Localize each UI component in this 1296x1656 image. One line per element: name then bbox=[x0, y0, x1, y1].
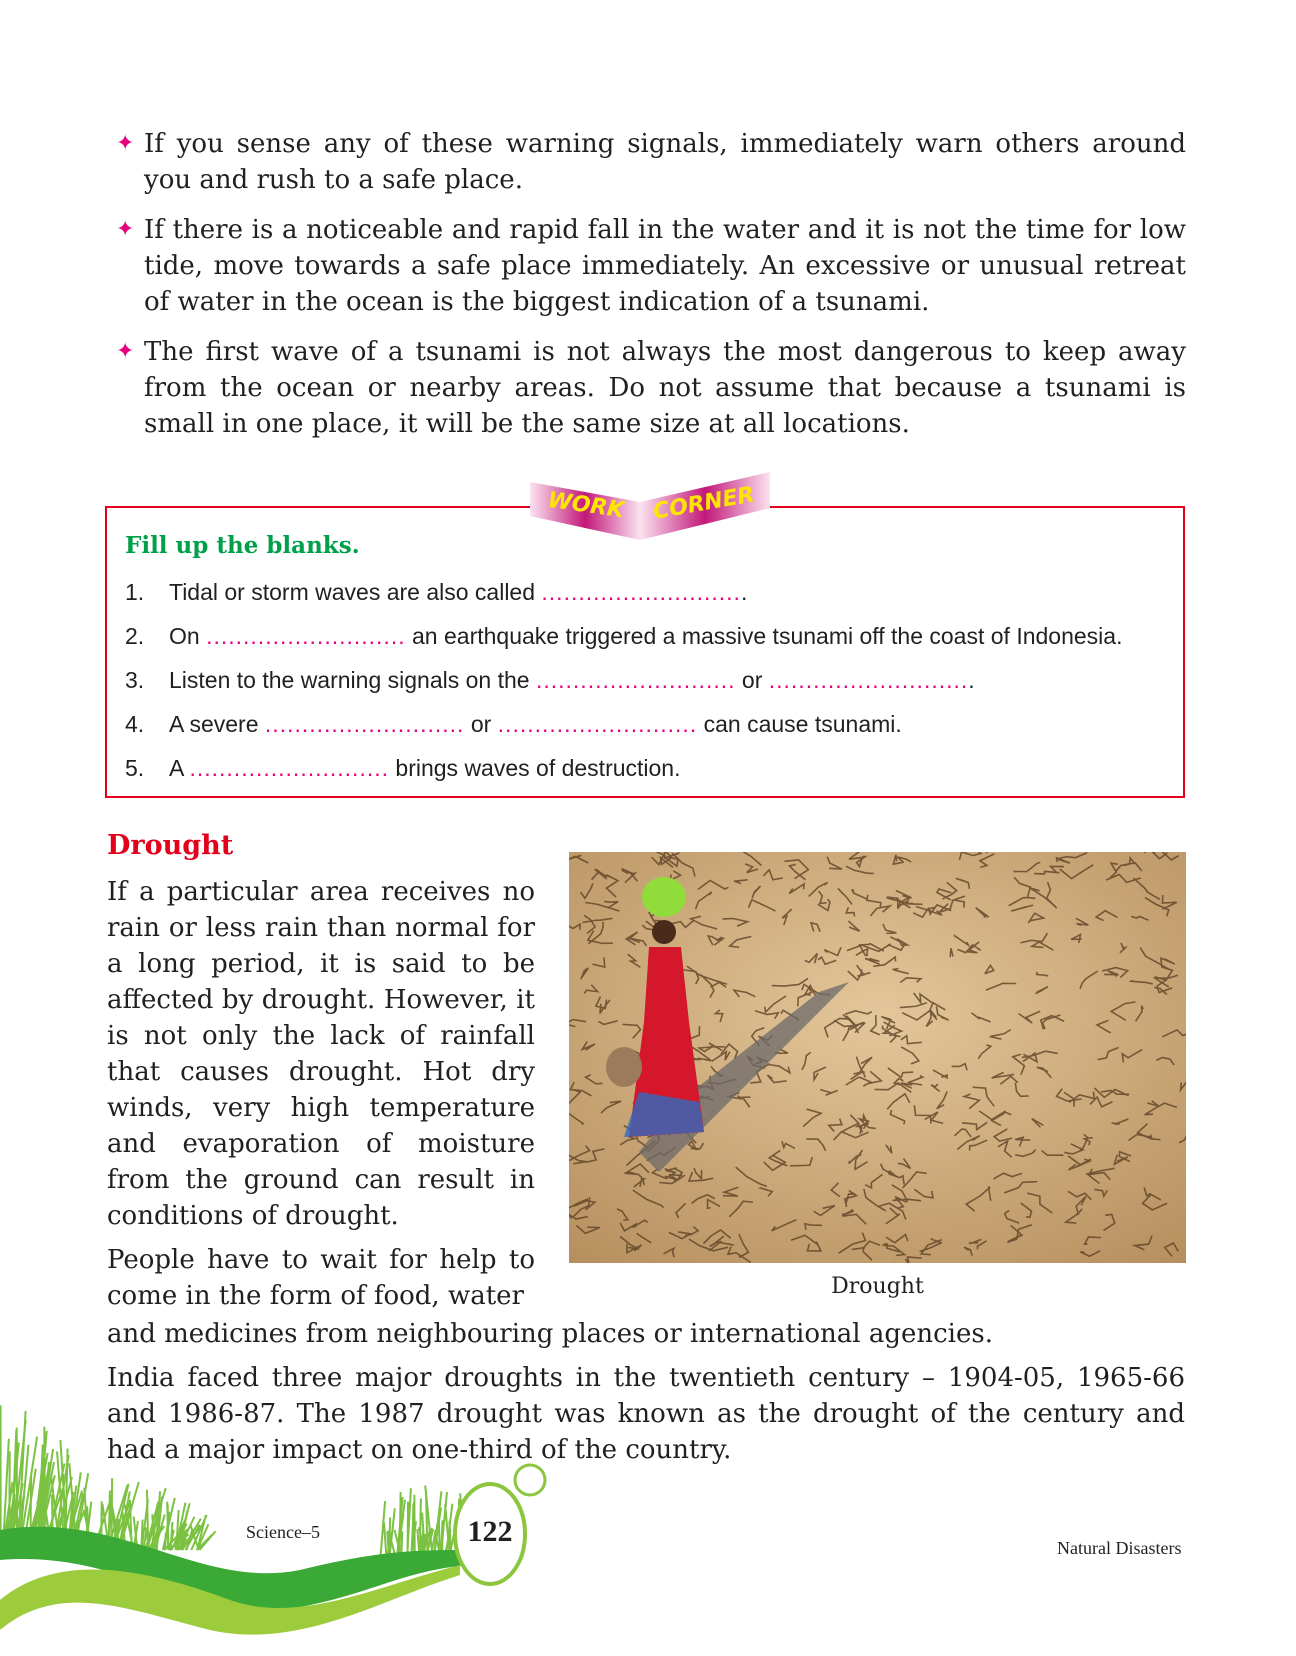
question-item bbox=[125, 658, 1122, 702]
question-item bbox=[125, 702, 1122, 746]
chapter-name: Natural Disasters bbox=[1057, 1538, 1182, 1558]
answer-blank[interactable]: ........................... bbox=[206, 623, 406, 649]
exercise-title: Fill up the blanks. bbox=[125, 532, 360, 559]
bullet-text: The first wave of a tsunami is not always the most dangerous to keep away from the ocean or nearby areas. Do not assume that because a tsunami is small in one place, it will be the same size at all locations. bbox=[144, 337, 1186, 439]
section-heading: Drought bbox=[107, 830, 234, 861]
question-number: 1. bbox=[125, 579, 145, 605]
question-number: 5. bbox=[125, 755, 145, 781]
grass-blade bbox=[401, 1531, 402, 1555]
question-text: an earthquake triggered a massive tsunami off the coast of Indonesia. bbox=[405, 623, 1123, 649]
badge-work-text: WORK bbox=[546, 487, 626, 524]
work-corner-badge bbox=[530, 472, 770, 540]
question-number: 4. bbox=[125, 711, 145, 737]
question-item bbox=[125, 746, 1122, 790]
star-bullet-icon: ✦ bbox=[116, 339, 135, 364]
paragraph: India faced three major droughts in the twentieth century – 1904-05, 1965-66 and 1986-87. The 1987 drought was known as the drought of the century and had a major impact on one-third of the country. bbox=[107, 1363, 1185, 1465]
bullet-item bbox=[116, 126, 1186, 198]
question-item bbox=[125, 570, 1122, 614]
bullet-text: If there is a noticeable and rapid fall in the water and it is not the time for low tide, move towards a safe place immediately. An excessive or unusual retreat of water in the ocean is the biggest indication of a tsunami. bbox=[144, 215, 1186, 317]
bullet-item bbox=[116, 212, 1186, 320]
question-text: brings waves of destruction. bbox=[389, 755, 681, 781]
question-text: Listen to the warning signals on the bbox=[169, 667, 536, 693]
question-text: A severe bbox=[169, 711, 265, 737]
answer-blank[interactable]: ........................... bbox=[535, 667, 736, 693]
question-number: 3. bbox=[125, 667, 145, 693]
tsunami-tips-list bbox=[116, 126, 1186, 456]
question-text: . bbox=[968, 667, 982, 693]
answer-blank[interactable]: ........................... bbox=[541, 579, 741, 605]
grass-blade bbox=[408, 1502, 409, 1555]
question-text: Tidal or storm waves are also called bbox=[169, 579, 542, 605]
answer-blank[interactable]: ........................... bbox=[497, 711, 698, 737]
work-corner-box bbox=[105, 506, 1185, 798]
paragraph: People have to wait for help to come in the form of food, water bbox=[107, 1245, 535, 1311]
answer-blank[interactable]: ........................... bbox=[768, 667, 969, 693]
star-bullet-icon: ✦ bbox=[116, 131, 135, 156]
question-text: On bbox=[169, 623, 207, 649]
paragraph: If a particular area receives no rain or less rain than normal for a long period, it is said to be affected by drought. However, it is not only the lack of rainfall that causes drought. Hot dry winds, very high temperature and evaporation of moisture from the ground can result in conditions of drought. bbox=[107, 877, 535, 1231]
bullet-text: If you sense any of these warning signals, immediately warn others around you and rush to a safe place. bbox=[144, 129, 1186, 195]
grass-blade bbox=[384, 1522, 386, 1555]
page-number: 122 bbox=[467, 1515, 513, 1548]
question-text: or bbox=[735, 667, 769, 693]
star-bullet-icon: ✦ bbox=[116, 217, 135, 242]
drought-intro bbox=[107, 874, 535, 1314]
question-item bbox=[125, 614, 1122, 658]
paragraph: and medicines from neighbouring places or international agencies. bbox=[107, 1319, 993, 1349]
answer-blank[interactable]: ........................... bbox=[189, 755, 390, 781]
grass-blade bbox=[389, 1518, 390, 1555]
drought-photo bbox=[569, 852, 1186, 1263]
question-number: 2. bbox=[125, 623, 145, 649]
answer-blank[interactable]: ........................... bbox=[264, 711, 465, 737]
book-title: Science–5 bbox=[246, 1522, 320, 1542]
question-text: or bbox=[464, 711, 498, 737]
question-text: A bbox=[169, 755, 190, 781]
bullet-item bbox=[116, 334, 1186, 442]
grass-blade bbox=[171, 1522, 173, 1550]
photo-caption: Drought bbox=[831, 1274, 924, 1299]
badge-corner-text: CORNER bbox=[651, 482, 757, 525]
question-list bbox=[125, 570, 1122, 790]
grass-blade bbox=[439, 1521, 440, 1555]
question-text: . bbox=[740, 579, 754, 605]
grass-blade bbox=[165, 1533, 166, 1550]
question-text: can cause tsunami. bbox=[697, 711, 902, 737]
